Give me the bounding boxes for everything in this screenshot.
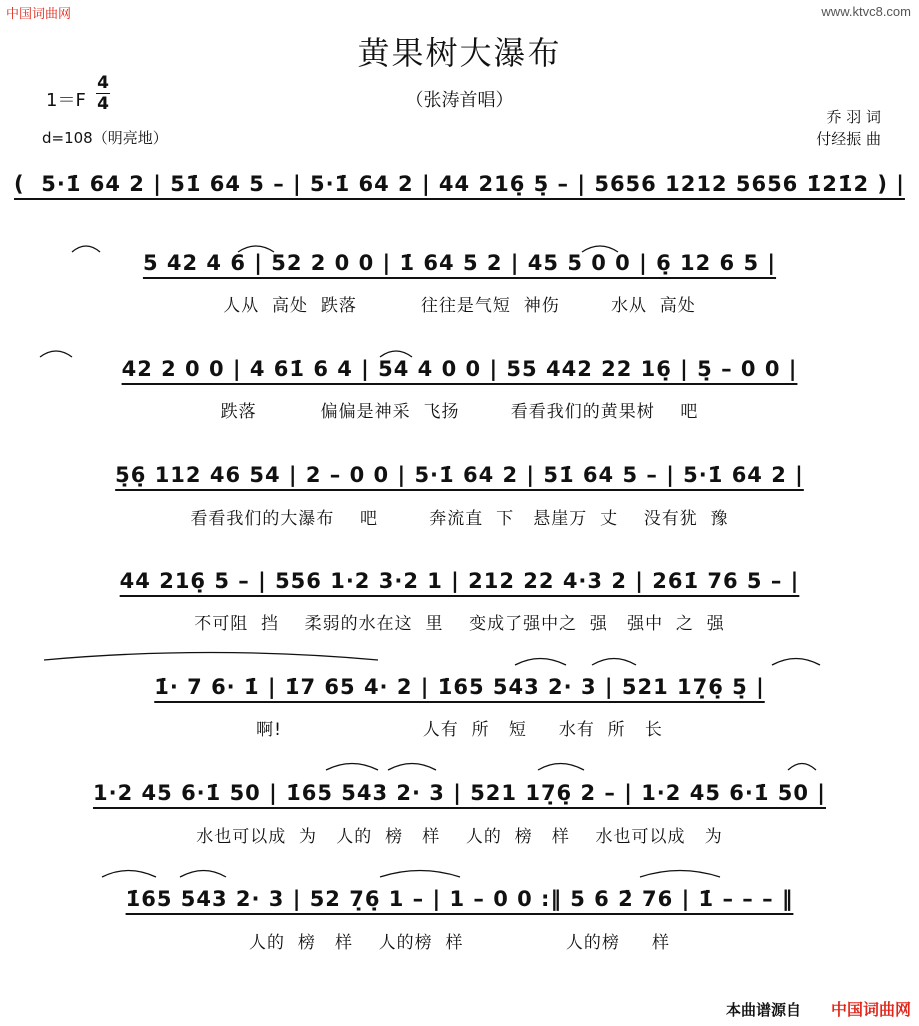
slur-mark xyxy=(44,653,378,661)
slur-mark xyxy=(515,659,566,666)
song-subtitle: （张涛首唱） xyxy=(405,90,514,111)
site-watermark-left: 中国词曲网 xyxy=(6,7,72,22)
score-row-3-lyrics: 跌落 偏偏是神采 飞扬 看看我们的黄果树 吧 xyxy=(220,402,699,422)
slur-mark xyxy=(788,764,816,771)
slur-mark xyxy=(326,764,378,771)
slur-mark xyxy=(380,871,460,878)
slur-mark xyxy=(40,351,72,357)
tempo-marking: d=108（明亮地） xyxy=(42,129,168,147)
slur-mark xyxy=(102,871,156,878)
score-row-8-notes: 1̇65 543 2· 3 | 52 7̣6̣ 1 – | 1 – 0 0 :‖ 5 6 2̇ 76 | 1̇ – – – ‖ xyxy=(125,887,794,911)
site-watermark-right: www.ktvc8.com xyxy=(821,4,911,19)
slur-mark xyxy=(772,659,820,666)
score-row-5-notes: 44 216̣ 5 – | 556 1·2 3·2 1 | 212 22 4·3 2 | 261̇ 76 5 – | xyxy=(119,569,800,593)
slur-mark xyxy=(388,764,436,771)
song-title: 黄果树大瀑布 xyxy=(357,34,562,72)
footer-source-label: 本曲谱源自 xyxy=(725,1001,801,1019)
slur-mark xyxy=(380,351,412,357)
time-signature-top: 4 xyxy=(97,73,109,93)
score-row-7-notes: 1·2 45 6·1̇ 50 | 1̇65 543 2· 3 | 521 17̣6̣ 2 – | 1·2 45 6·1̇ 50 | xyxy=(93,781,826,805)
slur-mark xyxy=(180,871,226,878)
lyricist-credit: 乔 羽 词 xyxy=(826,108,881,126)
score-row-1-notes: ( 5·1̇ 64 2 | 51̇ 64 5 – | 5·1̇ 64 2 | 44 216̣ 5̣ – | 5656 1212 5656 1̇21̇2 ) | xyxy=(14,172,905,196)
slur-mark xyxy=(640,871,720,878)
score-row-3-notes: 42 2 0 0 | 4 61̇ 6 4 | 54 4 0 0 | 55 442 22 16̣ | 5̣ – 0 0 | xyxy=(121,357,798,381)
score-row-2-notes: 5 42 4 6 | 52 2 0 0 | 1̇ 64 5 2 | 45 5 0 0 | 6̣ 12 6 5 | xyxy=(142,251,777,275)
score-row-5-lyrics: 不可阻 挡 柔弱的水在这 里 变成了强中之 强 强中 之 强 xyxy=(194,614,725,634)
slur-mark xyxy=(592,659,636,666)
score-row-7-lyrics: 水也可以成 为 人的 榜 样 人的 榜 样 水也可以成 为 xyxy=(196,827,723,847)
time-signature-bottom: 4 xyxy=(97,94,109,114)
slur-mark xyxy=(72,246,100,252)
slur-mark xyxy=(538,764,584,771)
score-row-6-lyrics: 啊! 人有 所 短 水有 所 长 xyxy=(256,720,663,740)
key-signature: 1＝F xyxy=(46,90,86,111)
slur-mark xyxy=(582,246,618,252)
score-row-4-lyrics: 看看我们的大瀑布 吧 奔流直 下 悬崖万 丈 没有犹 豫 xyxy=(190,509,729,529)
composer-credit: 付经振 曲 xyxy=(816,130,881,148)
score-row-6-notes: 1̇· 7 6· 1̇ | 1̇7 65 4· 2 | 1̇65 543 2· 3 | 521 17̣6̣ 5̣ | xyxy=(154,675,765,699)
score-row-2-lyrics: 人从 高处 跌落 往往是气短 神伤 水从 高处 xyxy=(223,296,696,316)
score-row-4-notes: 5̣6̣ 112 46 54 | 2 – 0 0 | 5·1̇ 64 2 | 51̇ 64 5 – | 5·1̇ 64 2 | xyxy=(115,463,804,487)
footer-source-site: 中国词曲网 xyxy=(830,1000,911,1019)
slur-mark xyxy=(238,246,274,252)
score-row-8-lyrics: 人的 榜 样 人的榜 样 人的榜 样 xyxy=(249,933,670,953)
